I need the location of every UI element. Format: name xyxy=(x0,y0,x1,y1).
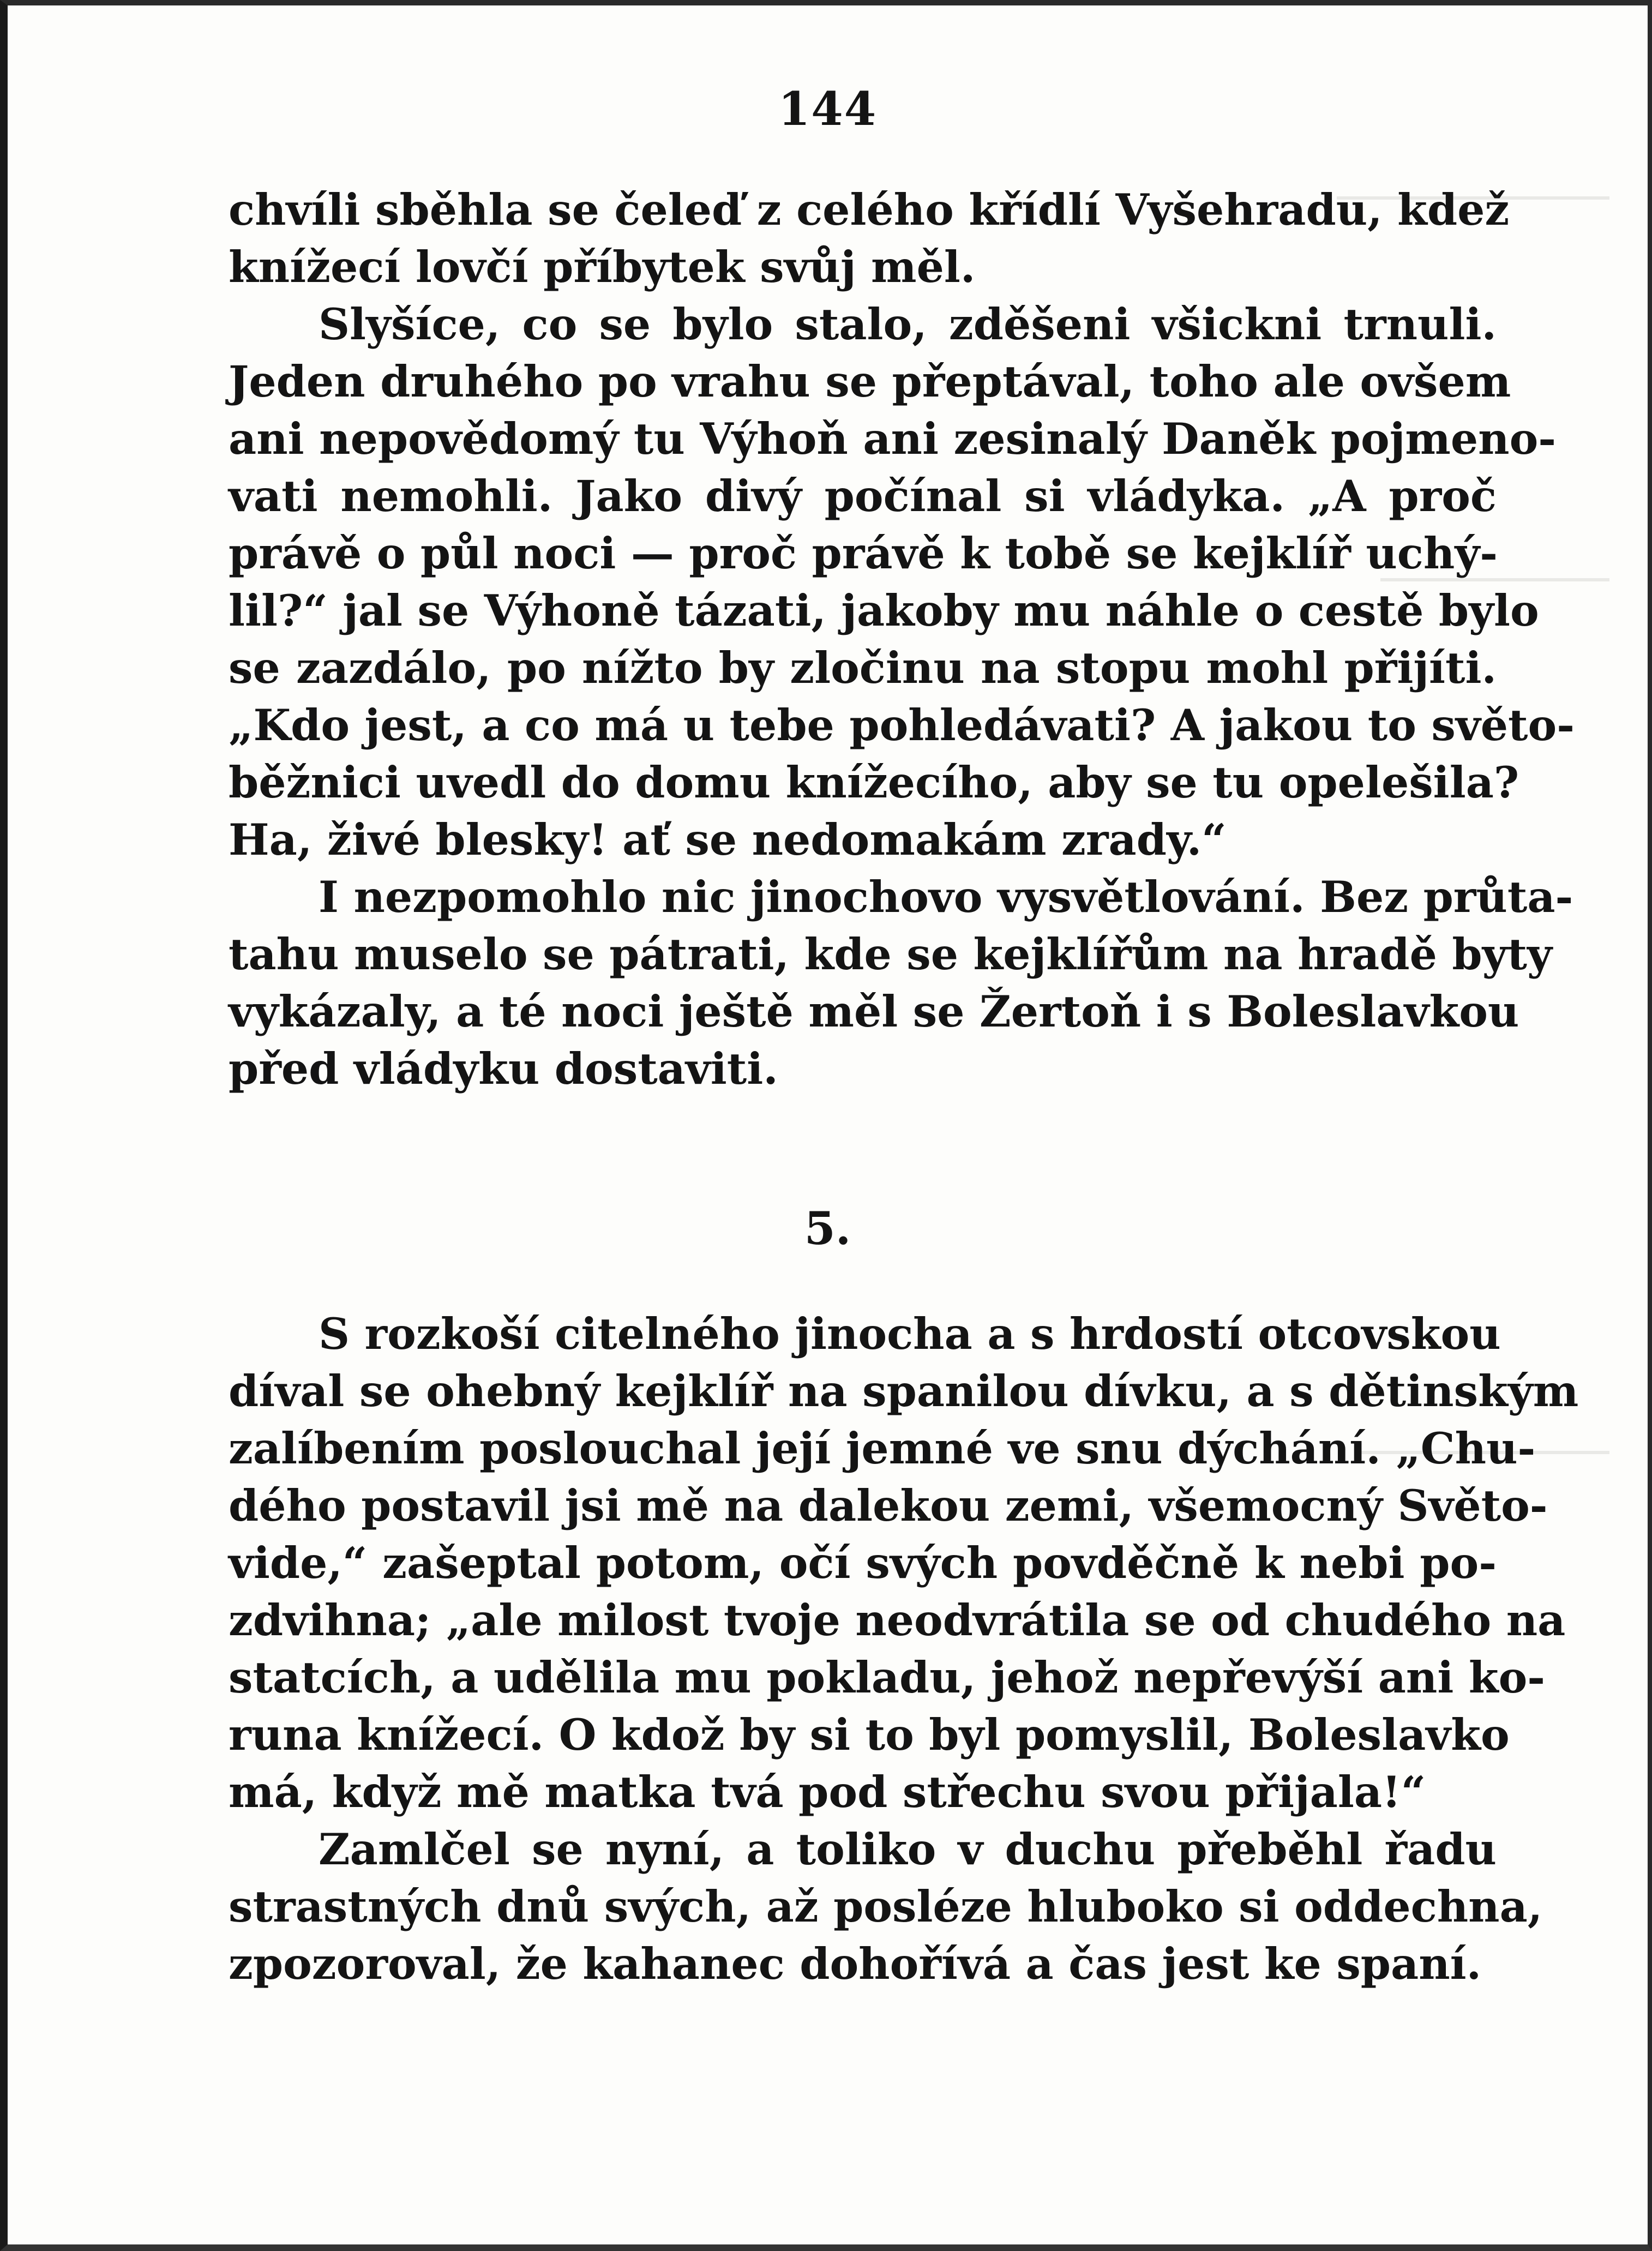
text-line: zpozoroval, že kahanec dohořívá a čas jest ke spaní. xyxy=(229,1938,1482,1989)
text-line: právě o půl noci — proč právě k tobě se kejklíř uchý- xyxy=(229,528,1498,579)
text-line: statcích, a udělila mu pokladu, jehož nepřevýší ani ko- xyxy=(229,1652,1546,1703)
text-line: Jeden druhého po vrahu se přeptával, toho ale ovšem xyxy=(229,356,1511,407)
text-line: „Kdo jest, a co má u tebe pohledávati? A jakou to světo- xyxy=(229,700,1575,751)
text-line: vide,“ zašeptal potom, očí svých povděčně k nebi po- xyxy=(229,1538,1497,1588)
text-block-before-section xyxy=(229,181,1575,1097)
text-line: zdvihna; „ale milost tvoje neodvrátila se od chudého na xyxy=(229,1595,1566,1646)
paragraph xyxy=(229,1305,1579,1821)
text-line: tahu muselo se pátrati, kde se kejklířům na hradě byty xyxy=(229,929,1552,980)
paragraph xyxy=(229,868,1573,1097)
text-line: dého postavil jsi mě na dalekou zemi, všemocný Světo- xyxy=(229,1480,1548,1531)
text-line: lil?“ jal se Výhoně tázati, jakoby mu náhle o cestě bylo xyxy=(229,585,1539,636)
text-line: S rozkoší citelného jinocha a s hrdostí otcovskou xyxy=(319,1308,1501,1359)
text-block-after-section xyxy=(229,1305,1579,1992)
text-line: Slyšíce, co se bylo stalo, zděšeni všickni trnuli. xyxy=(319,299,1497,350)
text-line: knížecí lovčí příbytek svůj měl. xyxy=(229,242,976,292)
text-line: runa knížecí. O kdož by si to byl pomyslil, Boleslavko xyxy=(229,1709,1510,1760)
text-line: má, když mě matka tvá pod střechu svou přijala!“ xyxy=(229,1767,1426,1817)
text-line: díval se ohebný kejklíř na spanilou dívku, a s dětinským xyxy=(229,1366,1579,1416)
text-line: se zazdálo, po nížto by zločinu na stopu mohl přijíti. xyxy=(229,643,1497,693)
text-line: chvíli sběhla se čeleď z celého křídlí Vyšehradu, kdež xyxy=(229,184,1510,235)
text-line: Zamlčel se nyní, a toliko v duchu přeběhl řadu xyxy=(319,1824,1497,1875)
text-line: I nezpomohlo nic jinochovo vysvětlování. Bez průta- xyxy=(319,872,1573,922)
text-line: strastných dnů svých, až posléze hluboko si oddechna, xyxy=(229,1881,1543,1932)
page-number: 144 xyxy=(778,82,878,136)
text-line: ani nepovědomý tu Výhoň ani zesinalý Daněk pojmeno- xyxy=(229,413,1557,464)
text-line: běžnici uvedl do domu knížecího, aby se tu opelešila? xyxy=(229,757,1519,808)
text-line: vati nemohli. Jako divý počínal si vládyka. „A proč xyxy=(229,471,1497,521)
book-page xyxy=(8,5,1648,2244)
text-line: zalíbením poslouchal její jemné ve snu dýchání. „Chu- xyxy=(229,1423,1536,1474)
text-line: Ha, živé blesky! ať se nedomakám zrady.“ xyxy=(229,814,1227,865)
section-heading: 5. xyxy=(804,1203,851,1255)
text-line: vykázaly, a té noci ještě měl se Žertoň i s Boleslavkou xyxy=(229,986,1519,1037)
paragraph xyxy=(229,296,1575,868)
paragraph xyxy=(229,1821,1543,1992)
text-line: před vládyku dostaviti. xyxy=(229,1043,778,1094)
paragraph xyxy=(229,181,1510,296)
